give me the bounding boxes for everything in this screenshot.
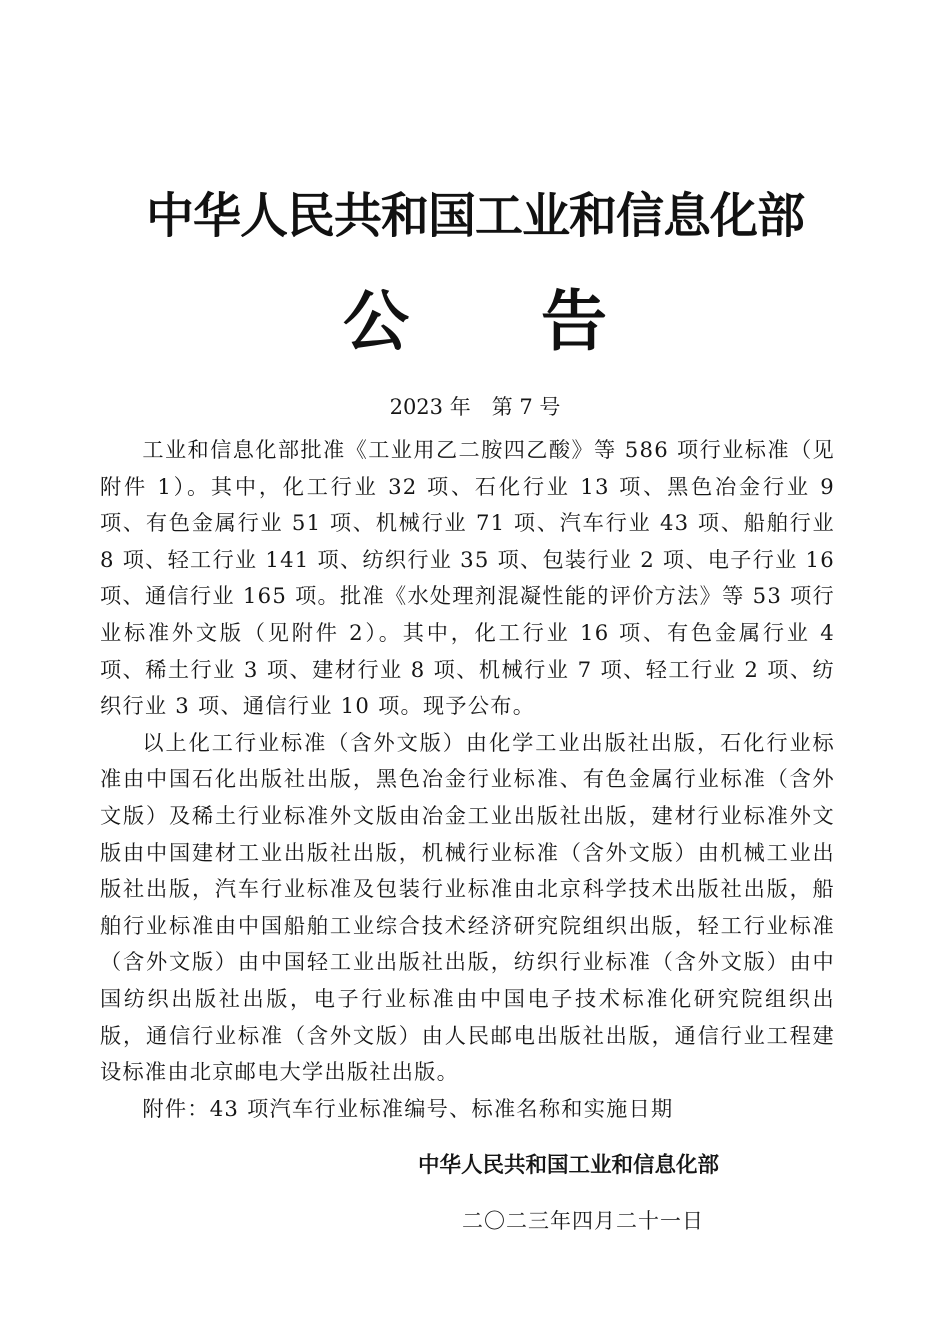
document-type-title: 公 告 (343, 283, 607, 360)
document-number: 2023 年 第 7 号 (389, 395, 561, 419)
issuing-organization-title: 中华人民共和国工业和信息化部 (145, 188, 804, 244)
announcement-body (100, 432, 835, 1127)
paragraph-publishers: 以上化工行业标准（含外文版）由化学工业出版社出版，石化行业标准由中国石化出版社出版，黑色冶金行业标准、有色金属行业标准（含外文版）及稀土行业标准外文版由冶金工业出版社出版，建材行业标准外文版由中国建材工业出版社出版，机械行业标准（含外文版）由机械工业出版社出版，汽车行业标准及包装行业标准由北京科学技术出版社出版，船舶行业标准由中国船舶工业综合技术经济研究院组织出版，轻工行业标准（含外文版）由中国轻工业出版社出版，纺织行业标准（含外文版）由中国纺织出版社出版，电子行业标准由中国电子技术标准化研究院组织出版，通信行业标准（含外文版）由人民邮电出版社出版，通信行业工程建设标准由北京邮电大学出版社出版。 (100, 729, 835, 1085)
paragraph-approval: 工业和信息化部批准《工业用乙二胺四乙酸》等 586 项行业标准（见附件 1）。其中，化工行业 32 项、石化行业 13 项、黑色冶金行业 9 项、有色金属行业 51 项、机械行业 71 项、汽车行业 43 项、船舶行业 8 项、轻工行业 141 项、纺织行业 35 项、包装行业 2 项、电子行业 16 项、通信行业 165 项。批准《水处理剂混凝性能的评价方法》等 53 项行业标准外文版（见附件 2）。其中，化工行业 16 项、有色金属行业 4 项、稀土行业 3 项、建材行业 8 项、机械行业 7 项、轻工行业 2 项、纺织行业 3 项、通信行业 10 项。现予公布。 (100, 437, 835, 719)
signature-date: 二〇二三年四月二十一日 (462, 1209, 704, 1233)
signature-organization: 中华人民共和国工业和信息化部 (418, 1153, 720, 1178)
attachment-note: 附件：43 项汽车行业标准编号、标准名称和实施日期 (142, 1095, 674, 1121)
